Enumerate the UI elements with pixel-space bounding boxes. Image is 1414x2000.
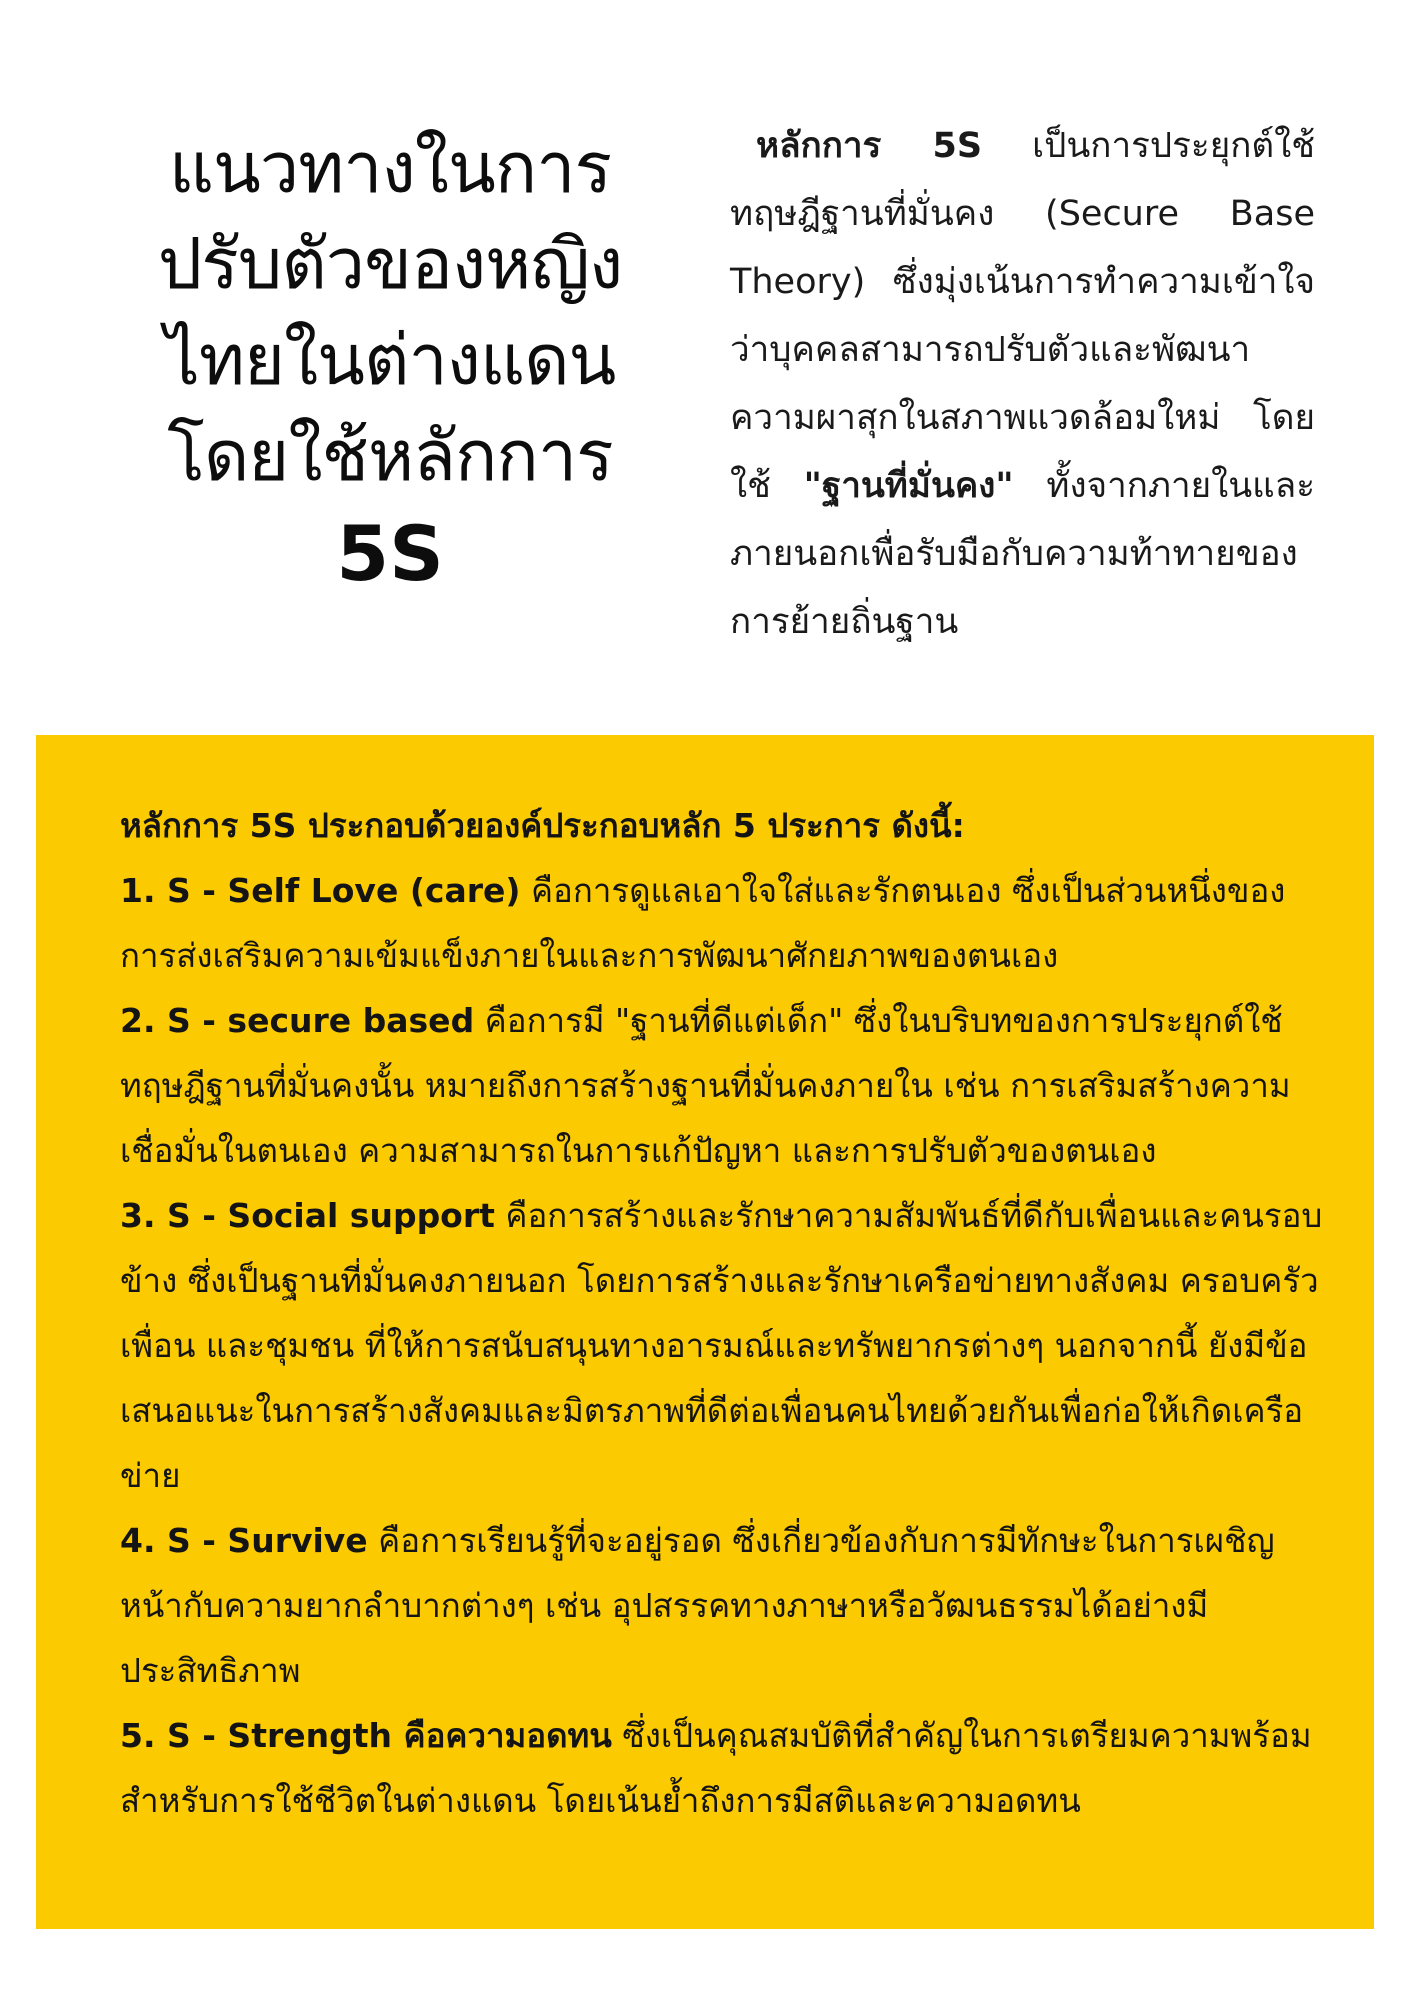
intro-bold-quote: "ฐานที่มั่นคง"	[803, 466, 1014, 506]
principle-item-3	[120, 1183, 1330, 1508]
intro-text-1: เป็นการประยุกต์ใช้ทฤษฎีฐานที่มั่นคง (Secure Base Theory) ซึ่งมุ่งเน้นการทำความเข้าใจว่าบุคคลสามารถปรับตัวและพัฒนาความผาสุกในสภาพแวดล้อมใหม่ โดยใช้	[730, 126, 1315, 506]
principles-panel	[36, 735, 1374, 1929]
principle-item-4	[120, 1508, 1330, 1703]
principles-heading: หลักการ 5S ประกอบด้วยองค์ประกอบหลัก 5 ประการ ดังนี้:	[120, 806, 965, 845]
title-line-3: ไทยในต่างแดน	[164, 319, 616, 401]
principle-item-1	[120, 858, 1330, 988]
principle-5-label: 5. S - Strength คือความอดทน	[120, 1716, 612, 1755]
title-line-4: โดยใช้หลักการ	[167, 415, 613, 497]
title-5s: 5S	[336, 509, 444, 598]
principle-3-text: คือการสร้างและรักษาความสัมพันธ์ที่ดีกับเพื่อนและคนรอบข้าง ซึ่งเป็นฐานที่มั่นคงภายนอก โดยการสร้างและรักษาเครือข่ายทางสังคม ครอบครัว เพื่อน และชุมชน ที่ให้การสนับสนุนทางอารมณ์และทรัพยากรต่างๆ นอกจากนี้ ยังมีข้อเสนอแนะในการสร้างสังคมและมิตรภาพที่ดีต่อเพื่อนคนไทยด้วยกันเพื่อก่อให้เกิดเครือข่าย	[120, 1196, 1323, 1495]
principles-content	[120, 793, 1330, 1833]
principle-1-label: 1. S - Self Love (care)	[120, 871, 521, 910]
intro-paragraph	[730, 112, 1315, 656]
principle-1-text: คือการดูแลเอาใจใส่และรักตนเอง ซึ่งเป็นส่วนหนึ่งของการส่งเสริมความเข้มแข็งภายในและการพัฒนาศักยภาพของตนเอง	[120, 871, 1286, 975]
title-line-1: แนวทางในการ	[168, 127, 612, 209]
principle-4-text: คือการเรียนรู้ที่จะอยู่รอด ซึ่งเกี่ยวข้องกับการมีทักษะในการเผชิญหน้ากับความยากลำบากต่างๆ เช่น อุปสรรคทางภาษาหรือวัฒนธรรมได้อย่างมีประสิทธิภาพ	[120, 1521, 1275, 1690]
principle-4-label: 4. S - Survive	[120, 1521, 368, 1560]
principle-2-label: 2. S - secure based	[120, 1001, 475, 1040]
principle-5-text: ซึ่งเป็นคุณสมบัติที่สำคัญในการเตรียมความพร้อมสำหรับการใช้ชีวิตในต่างแดน โดยเน้นย้ำถึงการมีสติและความอดทน	[120, 1716, 1312, 1820]
title-line-2: ปรับตัวของหญิง	[157, 223, 623, 305]
intro-text-2: ทั้งจากภายในและภายนอกเพื่อรับมือกับความท้าทายของการย้ายถิ่นฐาน	[730, 466, 1315, 642]
principle-2-text: คือการมี "ฐานที่ดีแต่เด็ก" ซึ่งในบริบทของการประยุกต์ใช้ทฤษฎีฐานที่มั่นคงนั้น หมายถึงการสร้างฐานที่มั่นคงภายใน เช่น การเสริมสร้างความเชื่อมั่นในตนเอง ความสามารถในการแก้ปัญหา และการปรับตัวของตนเอง	[120, 1001, 1291, 1170]
page-title	[90, 120, 690, 604]
principle-item-2	[120, 988, 1330, 1183]
principle-3-label: 3. S - Social support	[120, 1196, 495, 1235]
intro-lead-bold: หลักการ 5S	[756, 126, 983, 166]
principle-item-5	[120, 1703, 1330, 1833]
